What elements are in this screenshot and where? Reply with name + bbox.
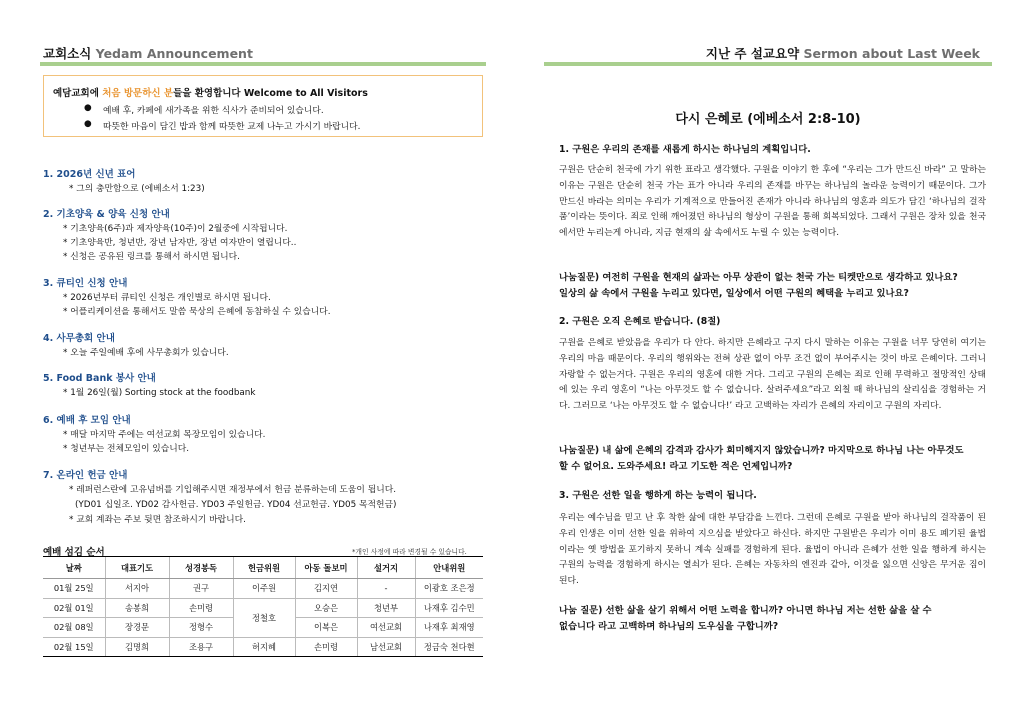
discussion-question-3b: 없습니다 라고 고백하며 하나님의 도우심을 구합니까?	[559, 621, 779, 632]
table-row	[43, 598, 483, 618]
discussion-question-3a: 나눔 질문) 선한 삶을 살기 위해서 어떤 노력을 합니까? 아니면 하나님 저는 선한 삶을 살 수	[559, 605, 932, 616]
table-cell: 허지혜	[233, 637, 295, 657]
schedule-table	[43, 556, 483, 657]
table-cell: 이주원	[233, 579, 295, 599]
section-line: * 1월 26일(월) Sorting stock at the foodbank	[63, 388, 256, 398]
section-title: 3. 큐티인 신청 안내	[43, 278, 128, 289]
table-cell: 여선교회	[357, 618, 415, 638]
table-cell: 이복은	[295, 618, 357, 638]
table-row	[43, 579, 483, 599]
header-rule	[544, 62, 992, 66]
welcome-bullet	[84, 119, 361, 132]
header-korean: 지난 주 설교요약	[705, 46, 800, 61]
table-cell: 김지연	[295, 579, 357, 599]
table-cell: 청년부	[357, 598, 415, 618]
section-line: * 레퍼런스란에 고유넘버를 기입해주시면 재정부에서 헌금 분류하는데 도움이 됩니다.	[69, 485, 396, 495]
sermon-paragraph-3: 우리는 예수님을 믿고 난 후 착한 삶에 대한 부담감을 느낀다. 그런데 은혜로 구원을 받아 하나님의 걸작품이 된 우리 인생은 이미 선한 일을 위하여 지으심을 받았다고 하신다. 하지만 구원받은 우리가 이미 용도 폐기된 율법이라는 옛 방법을 포기하지 못하니 계속 실패를 경험하게 된다. 율법이 아니라 은혜가 선한 일을 행하게 하시는 구원의 능력을 경험하게 하시는 열쇠가 된다. 은혜는 자동차의 엔진과 같아, 이것을 잃으면 신앙은 무거운 짐이 된다.	[559, 513, 986, 587]
schedule-header-row	[43, 557, 483, 579]
welcome-title-post: 들을 환영합니다 Welcome to All Visitors	[173, 88, 368, 99]
section-title: 1. 2026년 신년 표어	[43, 169, 136, 180]
sermon-point-3: 3. 구원은 선한 일을 행하게 하는 능력이 됩니다.	[559, 490, 757, 501]
discussion-question-2b: 할 수 없어요. 도와주세요! 라고 기도한 적은 언제입니까?	[559, 461, 793, 472]
table-row	[43, 637, 483, 657]
welcome-title-highlight: 처음 방문하신 분	[102, 88, 174, 99]
header-english: Sermon about Last Week	[803, 46, 980, 61]
section-line: * 청년부는 전체모임이 있습니다.	[63, 444, 190, 454]
col-header-dishes: 설거지	[357, 557, 415, 579]
table-cell: 02월 08일	[43, 618, 105, 638]
section-line: (YD01 십일조. YD02 감사헌금. YD03 주일헌금. YD04 선교헌금. YD05 목적헌금)	[75, 500, 397, 510]
table-cell: 오승은	[295, 598, 357, 618]
section-line: * 신청은 공유된 링크를 통해서 하시면 됩니다.	[63, 252, 240, 262]
col-header-childcare: 아동 돌보미	[295, 557, 357, 579]
table-cell: 나재후 최재영	[415, 618, 483, 638]
header-rule	[40, 62, 486, 66]
section-line: * 기초양육반, 청년반, 장년 남자반, 장년 여자반이 열립니다..	[63, 238, 297, 248]
section-line: * 2026년부터 큐티인 신청은 개인별로 하시면 됩니다.	[63, 293, 271, 303]
table-cell: 송봉희	[105, 598, 169, 618]
col-header-prayer: 대표기도	[105, 557, 169, 579]
schedule-note: *개인 사정에 따라 변경될 수 있습니다.	[352, 548, 467, 556]
table-cell: 01월 25일	[43, 579, 105, 599]
table-cell: 장경문	[105, 618, 169, 638]
sermon-point-1: 1. 구원은 우리의 존재를 새롭게 하시는 하나님의 계획입니다.	[559, 144, 811, 155]
table-cell: -	[357, 579, 415, 599]
bullet-dot-icon: ●	[84, 119, 92, 129]
welcome-bullet-text: 따뜻한 마음이 담긴 밥과 함께 따뜻한 교제 나누고 가시기 바랍니다.	[103, 122, 361, 132]
table-cell: 권구	[169, 579, 233, 599]
section-title: 7. 온라인 헌금 안내	[43, 470, 128, 481]
col-header-date: 날짜	[43, 557, 105, 579]
table-cell: 손미령	[295, 637, 357, 657]
table-cell: 정형수	[169, 618, 233, 638]
sermon-header	[706, 44, 980, 62]
section-line: * 오늘 주일예배 후에 사무총회가 있습니다.	[63, 348, 229, 358]
section-line: * 교회 계좌는 주보 뒷면 참조하시기 바랍니다.	[69, 515, 246, 525]
table-cell: 이광호 조은정	[415, 579, 483, 599]
welcome-bullet-text: 예배 후, 카페에 새가족을 위한 식사가 준비되어 있습니다.	[103, 106, 324, 116]
section-line: * 그의 충만함으로 (에베소서 1:23)	[69, 184, 205, 194]
header-korean: 교회소식	[43, 46, 92, 61]
col-header-ushers: 안내위원	[415, 557, 483, 579]
section-title: 2. 기초양육 & 양육 신청 안내	[43, 209, 170, 220]
section-title: 4. 사무총회 안내	[43, 333, 115, 344]
table-cell-merged: 정철호	[233, 598, 295, 637]
table-cell: 서지아	[105, 579, 169, 599]
table-cell: 나재후 김수민	[415, 598, 483, 618]
sermon-paragraph-2: 구원을 은혜로 받았음을 우리가 다 안다. 하지만 은혜라고 구지 다시 말하는 이유는 구원을 너무 당연히 여기는 우리의 마음 때문이다. 우리의 행위와는 전혀 상관 없이 아무 조건 없이 부어주시는 것이 바로 은혜이다. 그러니 자랑할 수 없는거다. 구원은 우리의 영혼에 대한 거다. 그리고 구원의 은혜는 죄로 인해 무력하고 절망적인 상태에 있는 우리 영혼이 “나는 아무것도 할 수 없습니다. 살려주세요”라고 외칠 때 하나님의 살리심을 경험하는 거다. 그러므로 ‘나는 아무것도 할 수 없습니다!’ 라고 고백하는 자리가 은혜의 자리이고 구원의 자리다.	[559, 338, 986, 412]
section-line: * 매달 마지막 주에는 여선교회 목장모임이 있습니다.	[63, 430, 266, 440]
sermon-paragraph-1: 구원은 단순히 천국에 가기 위한 표라고 생각했다. 구원을 이야기 한 후에 “우리는 그가 만드신 바라” 고 말하는 이유는 구원은 단순히 천국 가는 표가 아니라 우리의 존재를 바꾸는 하나님의 놀라운 능력이기 때문이다. 그가 만드신 바라는 의미는 우리가 기계적으로 만들어진 존재가 아니라 하나님의 영혼과 의도가 담긴 ‘하나님의 걸작품’이라는 뜻이다. 죄로 인해 깨어졌던 하나님의 형상이 구원을 통해 회복되었다. 그래서 구원은 장차 있을 천국에서만 누리는게 아니라, 지금 현재의 삶 속에서도 누릴 수 있는 능력이다.	[559, 165, 986, 239]
announcement-header	[43, 44, 253, 62]
welcome-title-pre: 예담교회에	[53, 88, 99, 99]
discussion-question-1b: 일상의 삶 속에서 구원을 누리고 있다면, 일상에서 어떤 구원의 혜택을 누리고 있나요?	[559, 288, 909, 299]
welcome-bullet	[84, 103, 324, 116]
section-title: 5. Food Bank 봉사 안내	[43, 373, 156, 384]
welcome-title	[53, 85, 368, 99]
table-cell: 02월 01일	[43, 598, 105, 618]
section-line: * 기초양육(6주)과 제자양육(10주)이 2월중에 시작됩니다.	[63, 224, 288, 234]
sermon-point-2: 2. 구원은 오직 은혜로 받습니다. (8절)	[559, 316, 721, 327]
table-cell: 조용구	[169, 637, 233, 657]
schedule-title: 예배 섬김 순서	[43, 547, 105, 558]
discussion-question-1a: 나눔질문) 여전히 구원을 현재의 삶과는 아무 상관이 없는 천국 가는 티켓만으로 생각하고 있나요?	[559, 272, 958, 283]
welcome-box	[43, 75, 483, 137]
header-english: Yedam Announcement	[95, 46, 253, 61]
sermon-title: 다시 은혜로 (에베소서 2:8-10)	[675, 112, 861, 127]
discussion-question-2a: 나눔질문) 내 삶에 은혜의 감격과 감사가 희미해지지 않았습니까? 마지막으로 하나님 나는 아무것도	[559, 445, 964, 456]
table-cell: 김명희	[105, 637, 169, 657]
table-cell: 손미령	[169, 598, 233, 618]
section-title: 6. 예배 후 모임 안내	[43, 415, 131, 426]
section-line: * 어플리케이션을 통해서도 말씀 묵상의 은혜에 동참하실 수 있습니다.	[63, 307, 331, 317]
bullet-dot-icon: ●	[84, 103, 92, 113]
col-header-reading: 성경봉독	[169, 557, 233, 579]
table-cell: 정금숙 천다현	[415, 637, 483, 657]
table-cell: 남선교회	[357, 637, 415, 657]
col-header-offering: 헌금위원	[233, 557, 295, 579]
table-cell: 02월 15일	[43, 637, 105, 657]
